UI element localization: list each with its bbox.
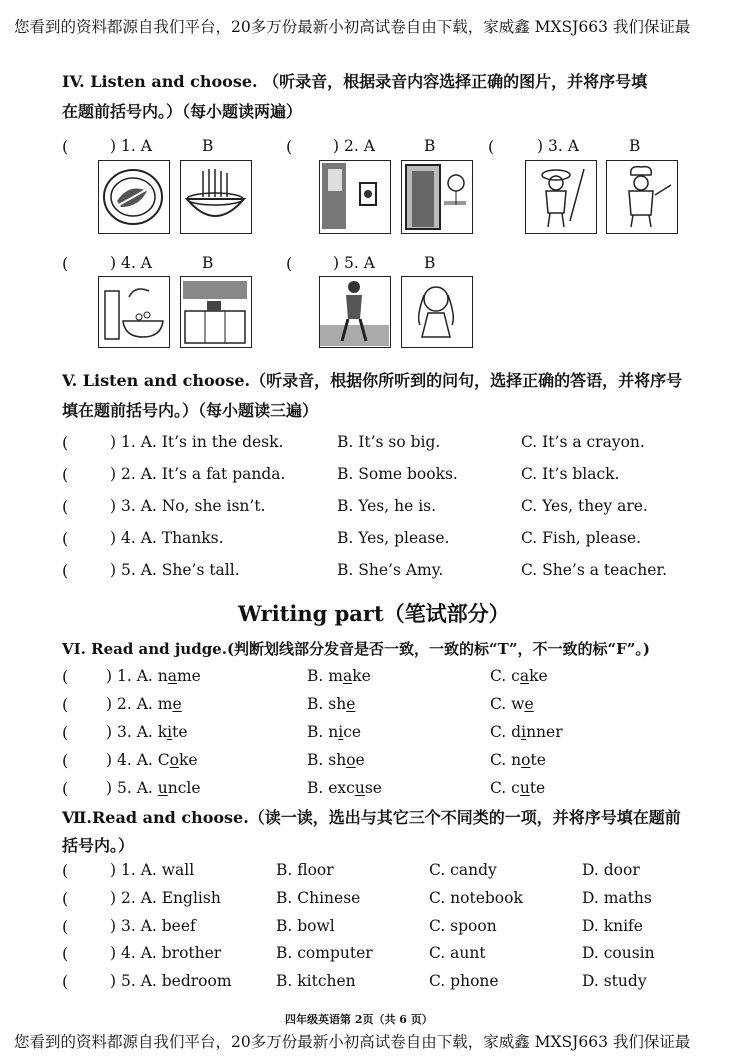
answer-paren: ( (62, 972, 69, 991)
option-b: B. floor (276, 861, 334, 879)
section5-title-line2: 填在题前括号内。）（每小题读三遍） (62, 401, 319, 420)
option-c: C. cake (490, 667, 548, 685)
option-b: B. It’s so big. (337, 433, 441, 451)
option-d: D. knife (582, 917, 643, 935)
kitchen-icon[interactable] (180, 276, 252, 348)
item-number: ) 3. A (537, 137, 579, 155)
option-c: C. She’s a teacher. (521, 561, 668, 579)
option-c: C. phone (429, 972, 499, 990)
cook-icon[interactable] (606, 160, 678, 234)
section6-title: VI. Read and judge.(判断划线部分发音是否一致，一致的标“T”，不一致的标“F”。) (62, 640, 650, 658)
item-number: ) 5. A (333, 254, 375, 272)
section4-title-line1: IV. Listen and choose. （听录音，根据录音内容选择正确的图片，并将序号填 (62, 72, 648, 91)
option-d: D. study (582, 972, 647, 990)
answer-paren: ( (488, 137, 495, 156)
option-b: B. excuse (307, 779, 382, 797)
answer-paren: ( (286, 137, 293, 156)
option-a: ) 3. A. kite (106, 723, 188, 741)
option-b: B. Yes, he is. (337, 497, 437, 515)
option-a: ) 1. A. name (106, 667, 201, 685)
option-b-label: B (424, 254, 436, 272)
answer-paren: ( (62, 779, 69, 798)
section7-title-line2: 括号内。） (62, 836, 135, 855)
section5-title-line1: V. Listen and choose.（听录音，根据你所听到的问句，选择正确的答语，并将序号 (62, 371, 683, 390)
option-b: B. she (307, 695, 356, 713)
option-a: ) 5. A. uncle (106, 779, 201, 797)
option-a: ) 5. A. bedroom (110, 972, 232, 990)
option-c: C. notebook (429, 889, 523, 907)
option-c: C. Fish, please. (521, 529, 642, 547)
answer-paren: ( (62, 254, 69, 273)
option-c: C. cute (490, 779, 546, 797)
option-a: ) 2. A. It’s a fat panda. (110, 465, 286, 483)
option-b-label: B (424, 137, 436, 155)
writing-part-title: Writing part（笔试部分） (238, 601, 510, 626)
answer-paren: ( (62, 465, 69, 484)
answer-paren: ( (62, 137, 69, 156)
bottom-banner: 您看到的资料都源自我们平台，20多万份最新小初高试卷自由下载，家威鑫 MXSJ663 我们保证最 (14, 1033, 691, 1051)
option-a: ) 4. A. brother (110, 944, 222, 962)
answer-paren: ( (62, 944, 69, 963)
option-b: B. bowl (276, 917, 335, 935)
option-c: C. candy (429, 861, 497, 879)
answer-paren: ( (62, 529, 69, 548)
option-d: D. door (582, 861, 640, 879)
answer-paren: ( (62, 751, 69, 770)
option-c: C. Yes, they are. (521, 497, 648, 515)
item-number: ) 4. A (110, 254, 152, 272)
answer-paren: ( (62, 723, 69, 742)
option-d: D. maths (582, 889, 652, 907)
option-c: C. aunt (429, 944, 486, 962)
answer-paren: ( (62, 433, 69, 452)
plate-of-food-icon[interactable] (98, 160, 170, 234)
option-b-label: B (629, 137, 641, 155)
option-b: B. shoe (307, 751, 365, 769)
answer-paren: ( (286, 254, 293, 273)
option-a: ) 1. A. wall (110, 861, 195, 879)
option-c: C. It’s black. (521, 465, 620, 483)
option-b: B. computer (276, 944, 373, 962)
option-a: ) 4. A. Thanks. (110, 529, 224, 547)
option-b: B. Yes, please. (337, 529, 450, 547)
option-d: D. cousin (582, 944, 655, 962)
option-b-label: B (202, 254, 214, 272)
option-a: ) 1. A. It’s in the desk. (110, 433, 284, 451)
option-c: C. It’s a crayon. (521, 433, 645, 451)
man-icon[interactable] (319, 276, 391, 348)
option-a: ) 4. A. Coke (106, 751, 198, 769)
option-b: B. She’s Amy. (337, 561, 444, 579)
farmer-icon[interactable] (525, 160, 597, 234)
wall-picture-window-icon[interactable] (319, 160, 391, 234)
option-c: C. spoon (429, 917, 497, 935)
option-c: C. note (490, 751, 546, 769)
option-b: B. nice (307, 723, 362, 741)
option-b: B. make (307, 667, 371, 685)
item-number: ) 1. A (110, 137, 152, 155)
option-b: B. Some books. (337, 465, 458, 483)
option-b: B. Chinese (276, 889, 361, 907)
answer-paren: ( (62, 695, 69, 714)
section4-title-line2: 在题前括号内。）（每小题读两遍） (62, 102, 303, 121)
option-b: B. kitchen (276, 972, 356, 990)
answer-paren: ( (62, 917, 69, 936)
answer-paren: ( (62, 889, 69, 908)
girl-icon[interactable] (401, 276, 473, 348)
top-banner: 您看到的资料都源自我们平台，20多万份最新小初高试卷自由下载，家威鑫 MXSJ663 我们保证最 (14, 18, 691, 36)
section7-title-line1: Ⅶ.Read and choose.（读一读，选出与其它三个不同类的一项，并将序号填在题前 (62, 808, 681, 827)
option-a: ) 3. A. beef (110, 917, 196, 935)
answer-paren: ( (62, 667, 69, 686)
bathroom-icon[interactable] (98, 276, 170, 348)
option-b-label: B (202, 137, 214, 155)
page-footer: 四年级英语第 2页（共 6 页） (285, 1013, 433, 1026)
option-a: ) 5. A. She’s tall. (110, 561, 240, 579)
answer-paren: ( (62, 497, 69, 516)
option-a: ) 3. A. No, she isn’t. (110, 497, 266, 515)
option-a: ) 2. A. me (106, 695, 182, 713)
door-window-icon[interactable] (401, 160, 473, 234)
item-number: ) 2. A (333, 137, 375, 155)
answer-paren: ( (62, 561, 69, 580)
option-a: ) 2. A. English (110, 889, 221, 907)
bowl-of-noodles-icon[interactable] (180, 160, 252, 234)
answer-paren: ( (62, 861, 69, 880)
option-c: C. dinner (490, 723, 563, 741)
option-c: C. we (490, 695, 534, 713)
